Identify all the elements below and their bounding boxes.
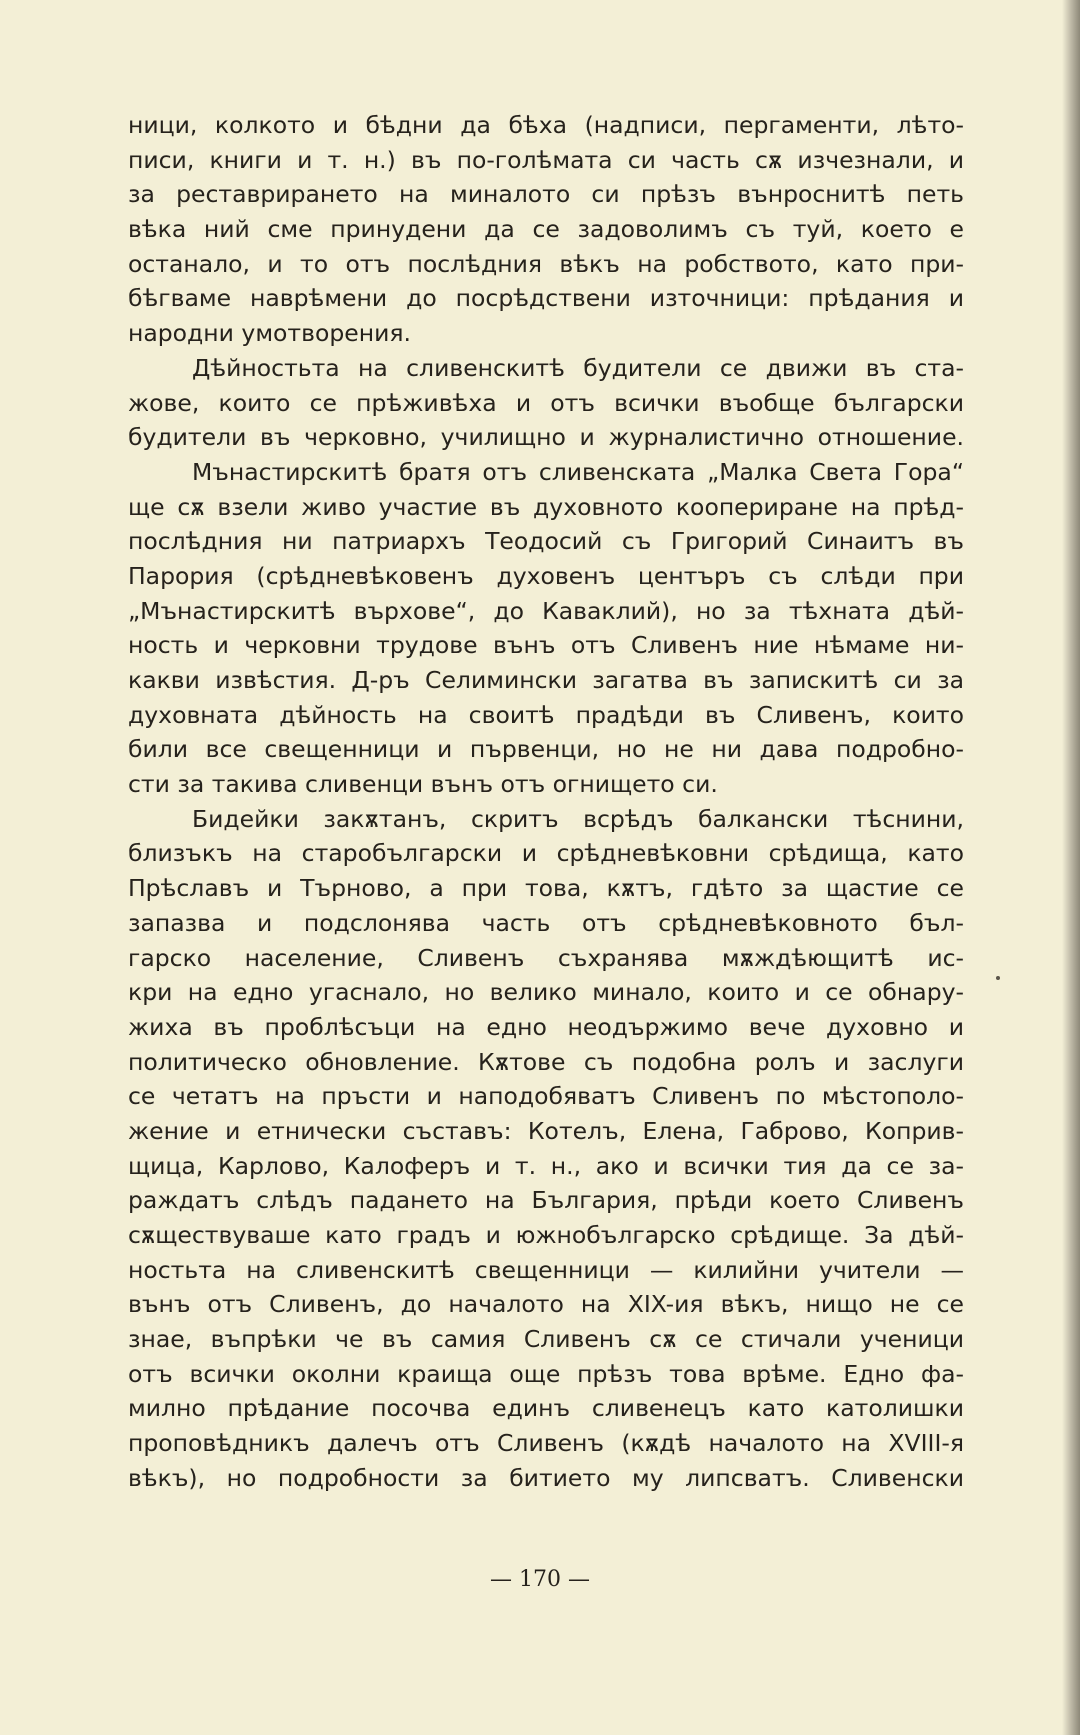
text-line: вънъ отъ Сливенъ, до началото на XIX-ия вѣкъ, нищо не се xyxy=(128,1290,964,1319)
text-line: Парория (срѣдневѣковенъ духовенъ центъръ съ слѣди при xyxy=(128,561,964,590)
page-number: — 170 — xyxy=(490,1567,590,1592)
text-line: будители въ черковно, училищно и журналистично отношение. xyxy=(128,423,964,452)
text-line: проповѣдникъ далечъ отъ Сливенъ (кѫдѣ началото на XVIII-я xyxy=(128,1429,964,1458)
text-line: сти за такива сливенци вънъ отъ огнището си. xyxy=(128,770,718,799)
text-line: ще сѫ взели живо участие въ духовното коопериране на прѣд- xyxy=(128,492,964,521)
text-line: послѣдния ни патриархъ Теодосий съ Григорий Синаитъ въ xyxy=(128,527,964,556)
text-line: жове, които се прѣживѣха и отъ всички въобще български xyxy=(128,388,964,417)
text-line: жиха въ проблѣсъци на едно неодържимо вече духовно и xyxy=(128,1012,964,1041)
text-line: ность и черковни трудове вънъ отъ Сливенъ ние нѣмаме ни- xyxy=(128,631,964,660)
text-line: какви извѣстия. Д-ръ Селимински загатва въ запискитѣ си за xyxy=(128,666,964,694)
ink-speck xyxy=(996,976,1000,980)
body-text xyxy=(128,108,964,1496)
text-line: знае, въпрѣки че въ самия Сливенъ сѫ се стичали ученици xyxy=(128,1325,964,1354)
text-line: Мънастирскитѣ братя отъ сливенската „Малка Света Гора“ xyxy=(192,457,964,486)
text-line: се четатъ на пръсти и наподобяватъ Сливенъ по мѣстополо- xyxy=(128,1082,964,1111)
text-line: били все свещенници и първенци, но не ни дава подробно- xyxy=(128,735,964,764)
text-line: запазва и подслонява часть отъ срѣдневѣковното бъл- xyxy=(128,908,964,937)
text-line: Дѣйностьта на сливенскитѣ будители се движи въ ста- xyxy=(192,353,964,382)
text-line: близъкъ на старобългарски и срѣдневѣковни срѣдища, като xyxy=(128,839,964,868)
text-line: вѣка ний сме принудени да се задоволимъ съ туй, което е xyxy=(128,215,964,244)
text-line: за реставрирането на миналото си прѣзъ вънроснитѣ петь xyxy=(128,180,964,209)
text-line: сѫществуваше като градъ и южнобългарско срѣдище. За дѣй- xyxy=(128,1221,964,1249)
text-line: раждатъ слѣдъ падането на България, прѣди което Сливенъ xyxy=(128,1186,964,1215)
text-line: вѣкъ), но подробности за битието му липсватъ. Сливенски xyxy=(128,1463,964,1492)
text-line: милно прѣдание посочва единъ сливенецъ като католишки xyxy=(128,1394,964,1423)
page-edge-shadow xyxy=(1062,0,1080,1735)
text-line: гарско население, Сливенъ съхранява мѫждѣющитѣ ис- xyxy=(128,943,964,972)
text-line: „Мънастирскитѣ върхове“, до Каваклий), но за тѣхната дѣй- xyxy=(128,596,964,625)
text-line: кри на едно угаснало, но велико минало, които и се обнару- xyxy=(128,978,964,1007)
text-line: писи, книги и т. н.) въ по-голѣмата си часть сѫ изчезнали, и xyxy=(128,145,964,174)
text-line: ници, колкото и бѣдни да бѣха (надписи, пергаменти, лѣто- xyxy=(128,111,964,139)
text-line: жение и етнически съставъ: Котелъ, Елена, Габрово, Коприв- xyxy=(128,1116,964,1145)
text-line: духовната дѣйность на своитѣ прадѣди въ Сливенъ, които xyxy=(128,700,964,729)
text-line: народни умотворения. xyxy=(128,319,411,348)
text-line: бѣгваме наврѣмени до посрѣдствени източници: прѣдания и xyxy=(128,284,964,313)
text-line: щица, Карлово, Калоферъ и т. н., ако и всички тия да се за- xyxy=(128,1151,964,1180)
text-line: политическо обновление. Кѫтове съ подобна ролъ и заслуги xyxy=(128,1047,964,1076)
text-line: отъ всички околни краища още прѣзъ това врѣме. Едно фа- xyxy=(128,1359,964,1388)
text-line: Прѣславъ и Търново, а при това, кѫтъ, гдѣто за щастие се xyxy=(128,874,964,903)
text-line: Бидейки закѫтанъ, скритъ всрѣдъ балкански тѣснини, xyxy=(192,804,964,833)
text-line: останало, и то отъ послѣдния вѣкъ на робството, като при- xyxy=(128,249,964,278)
text-line: ностьта на сливенскитѣ свещенници — килийни учители — xyxy=(128,1255,964,1284)
